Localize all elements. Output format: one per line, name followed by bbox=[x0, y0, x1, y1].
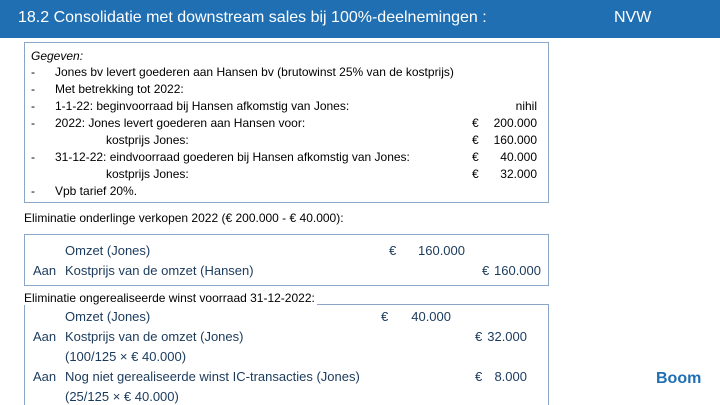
journal-row bbox=[25, 387, 548, 405]
given-amount: 32.000 bbox=[500, 167, 537, 181]
bullet-dash: - bbox=[31, 184, 35, 198]
bullet-dash: - bbox=[31, 116, 35, 130]
journal-entry-box bbox=[24, 304, 549, 405]
section-label: Eliminatie onderlinge verkopen 2022 (€ 200.000 - € 40.000): bbox=[24, 211, 344, 225]
euro-sign: € bbox=[472, 133, 479, 147]
bullet-dash: - bbox=[31, 150, 35, 164]
slide-tag: NVW bbox=[614, 9, 652, 26]
euro-sign: € bbox=[472, 150, 479, 164]
calculation-note: (25/125 × € 40.000) bbox=[65, 389, 179, 404]
given-text: kostprijs Jones: bbox=[106, 133, 189, 147]
given-text: Met betrekking tot 2022: bbox=[55, 82, 184, 96]
section-label: Eliminatie ongerealiseerde winst voorraad 31-12-2022: bbox=[24, 291, 315, 305]
given-text: Vpb tarief 20%. bbox=[55, 184, 138, 198]
given-text: 31-12-22: eindvoorraad goederen bij Hansen afkomstig van Jones: bbox=[55, 150, 410, 164]
given-amount: 200.000 bbox=[493, 116, 537, 130]
journal-row bbox=[25, 307, 548, 327]
given-heading: Gegeven: bbox=[31, 49, 84, 63]
euro-sign: € bbox=[482, 263, 490, 278]
given-text: 2022: Jones levert goederen aan Hansen voor: bbox=[55, 116, 306, 130]
given-box bbox=[24, 42, 549, 203]
credit-prefix: Aan bbox=[33, 369, 57, 384]
euro-sign: € bbox=[381, 309, 389, 324]
given-line bbox=[31, 65, 543, 81]
given-text: kostprijs Jones: bbox=[106, 167, 189, 181]
bullet-dash: - bbox=[31, 65, 35, 79]
given-line bbox=[31, 184, 543, 200]
given-line bbox=[31, 150, 543, 166]
credit-prefix: Aan bbox=[33, 263, 57, 278]
given-amount: nihil bbox=[515, 99, 537, 113]
account-name: Omzet (Jones) bbox=[65, 243, 151, 258]
given-line bbox=[31, 133, 543, 149]
journal-row bbox=[25, 367, 548, 387]
credit-prefix: Aan bbox=[33, 329, 57, 344]
euro-sign: € bbox=[475, 369, 483, 384]
euro-sign: € bbox=[389, 243, 397, 258]
journal-row bbox=[25, 327, 548, 347]
debit-amount: 40.000 bbox=[411, 309, 451, 324]
credit-amount: 8.000 bbox=[494, 369, 527, 384]
journal-row bbox=[25, 261, 548, 281]
given-line bbox=[31, 116, 543, 132]
credit-amount: 32.000 bbox=[487, 329, 527, 344]
given-line bbox=[31, 82, 543, 98]
account-name: Kostprijs van de omzet (Jones) bbox=[65, 329, 244, 344]
journal-row bbox=[25, 241, 548, 261]
given-line bbox=[31, 99, 543, 115]
debit-amount: 160.000 bbox=[418, 243, 465, 258]
given-line bbox=[31, 167, 543, 183]
account-name: Kostprijs van de omzet (Hansen) bbox=[65, 263, 254, 278]
euro-sign: € bbox=[475, 329, 483, 344]
account-name: Nog niet gerealiseerde winst IC-transacties (Jones) bbox=[65, 369, 360, 384]
euro-sign: € bbox=[472, 167, 479, 181]
given-text: Jones bv levert goederen aan Hansen bv (brutowinst 25% van de kostprijs) bbox=[55, 65, 454, 79]
account-name: Omzet (Jones) bbox=[65, 309, 151, 324]
given-amount: 40.000 bbox=[500, 150, 537, 164]
slide-title: 18.2 Consolidatie met downstream sales bij 100%-deelnemingen : bbox=[18, 9, 487, 26]
credit-amount: 160.000 bbox=[494, 263, 541, 278]
journal-entry-box bbox=[24, 234, 549, 286]
journal-row bbox=[25, 347, 548, 367]
given-text: 1-1-22: beginvoorraad bij Hansen afkomstig van Jones: bbox=[55, 99, 350, 113]
euro-sign: € bbox=[472, 116, 479, 130]
given-amount: 160.000 bbox=[493, 133, 537, 147]
calculation-note: (100/125 × € 40.000) bbox=[65, 349, 187, 364]
bullet-dash: - bbox=[31, 82, 35, 96]
title-bar bbox=[0, 0, 720, 38]
bullet-dash: - bbox=[31, 99, 35, 113]
boom-logo: Boom bbox=[656, 370, 702, 387]
